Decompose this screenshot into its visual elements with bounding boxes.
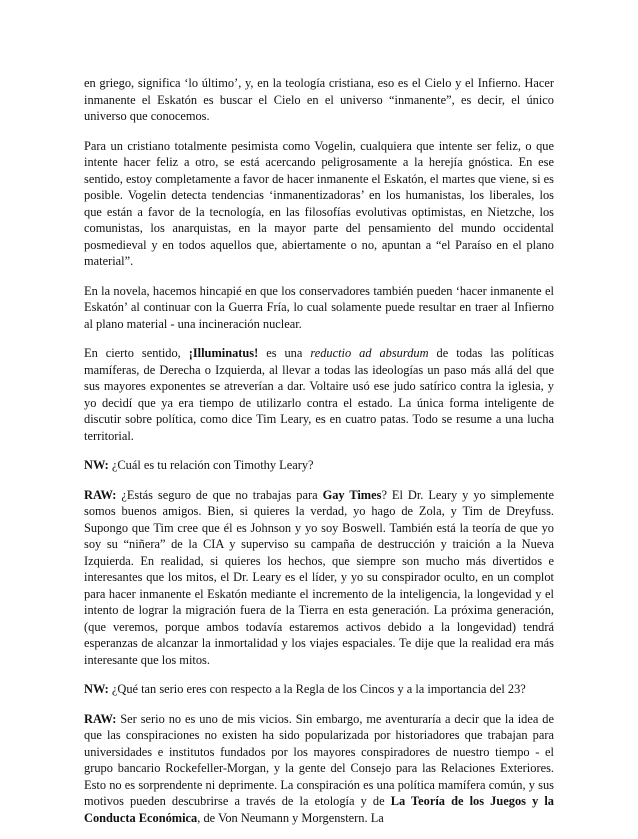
speaker-raw: RAW:: [84, 487, 117, 502]
text-run: , de Von Neumann y Morgenstern. La: [197, 810, 384, 825]
answer-text: ? El Dr. Leary y yo simplemente somos buenos amigos. Bien, si quieres la verdad, yo hago de Zola, y Tim de Dreyfuss. Supongo que Tim cree que él es Johnson y yo soy Boswell. También está la teoría de que yo soy su “niñera” de la CIA y superviso su campaña de destrucción y traición a la Nueva Izquierda. En realidad, si quieres los hechos, que siempre son mucho más divertidos e interesantes que los mitos, el Dr. Leary es el líder, y yo su conspirador oculto, en un complot para hacer inmanente el Eskatón mediante el incremento de la inteligencia, la longevidad y el intento de lograr la migración fuera de la Tierra en esta generación. La próxima generación, (que veremos, porque ambos todavía estaremos activos debido a la longevidad) tendrá esperanzas de alcanzar la inmortalidad y los viajes espaciales. Te dije que la realidad era más interesante que los mitos.: [84, 487, 555, 667]
book-title-game-theory: La Teoría de los Juegos y la Conducta Económica: [84, 794, 555, 825]
text-run: ¿Estás seguro de que no trabajas para: [116, 487, 323, 502]
text-run: en griego, significa ‘lo último’, y, en la teología cristiana, eso es el Cielo y el Infierno. Hacer inmanente el Eskatón es buscar el Cielo en el universo “inmanente”, es decir, el único universo que conocemos.: [84, 76, 554, 123]
latin-phrase: reductio ad absurdum: [310, 346, 429, 360]
speaker-raw: RAW:: [84, 711, 117, 726]
text-run: es una: [258, 346, 311, 360]
question-leary: [84, 457, 554, 474]
answer-leary: [84, 487, 554, 669]
text-run: de todas las políticas mamíferas, de Derecha o Izquierda, al llevar a todas las ideologías un paso más allá del que sus mayores exponentes se atreverían a dar. Voltaire usó ese judo satírico contra la iglesia, y yo decidí que ya era tiempo de utilizarlo contra el estado. La única forma inteligente de discutir sobre política, como dice Tim Leary, es en cuatro patas. Todo se resume a una lucha territorial.: [84, 346, 554, 443]
book-title-illuminatus: ¡Illuminatus!: [188, 346, 259, 360]
document-page: [84, 75, 554, 839]
answer-conspiracies: [84, 711, 554, 827]
question-text: ¿Qué tan serio eres con respecto a la Regla de los Cincos y a la importancia del 23?: [108, 682, 526, 696]
publication-title: Gay Times: [322, 487, 382, 502]
paragraph-vogelin: [84, 138, 554, 270]
text-run: Para un cristiano totalmente pesimista como Vogelin, cualquiera que intente ser feliz, o que intente hacer feliz a otro, se está acercando peligrosamente a la herejía gnóstica. En ese sentido, estoy completamente a favor de hacer inmanente el Eskatón, el martes que viene, si es posible. Vogelin detecta tendencias ‘inmanentizadoras’ en los humanistas, los liberales, los que están a favor de la tecnología, en las filosofías evolutivas optimistas, en Nietzche, los comunistas, los anarquistas, en la mayor parte del pensamiento del mundo occidental posmedieval y en todos aquellos que, abiertamente o no, apuntan a “el Paraíso en el plano material”.: [84, 138, 554, 268]
text-run: En cierto sentido,: [84, 346, 189, 360]
answer-text: Ser serio no es uno de mis vicios. Sin embargo, me aventuraría a decir que la idea de que las conspiraciones no existen ha sido popularizada por historiadores que trabajan para universidades e institutos fundados por los mayores conspiradores de nuestro tiempo - el grupo bancario Rockefeller-Morgan, y la gente del Consejo para las Relaciones Exteriores. Esto no es sorprendente ni deprimente. La conspiración es una política mamífera común, y sus motivos pueden descubrirse a través de la etología y de: [84, 711, 554, 808]
paragraph-eskaton-definition: [84, 75, 554, 125]
paragraph-novel-conservatives: [84, 283, 554, 333]
paragraph-illuminatus: [84, 345, 554, 444]
text-run: En la novela, hacemos hincapié en que los conservadores también pueden ‘hacer inmanente el Eskatón’ al continuar con la Guerra Fría, lo cual solamente puede resultar en traer al Infierno al plano material - una incineración nuclear.: [84, 283, 554, 331]
question-rule-of-fives: [84, 681, 554, 698]
question-text: ¿Cuál es tu relación con Timothy Leary?: [108, 458, 314, 472]
speaker-nw: NW:: [84, 682, 109, 696]
speaker-nw: NW:: [84, 458, 109, 472]
